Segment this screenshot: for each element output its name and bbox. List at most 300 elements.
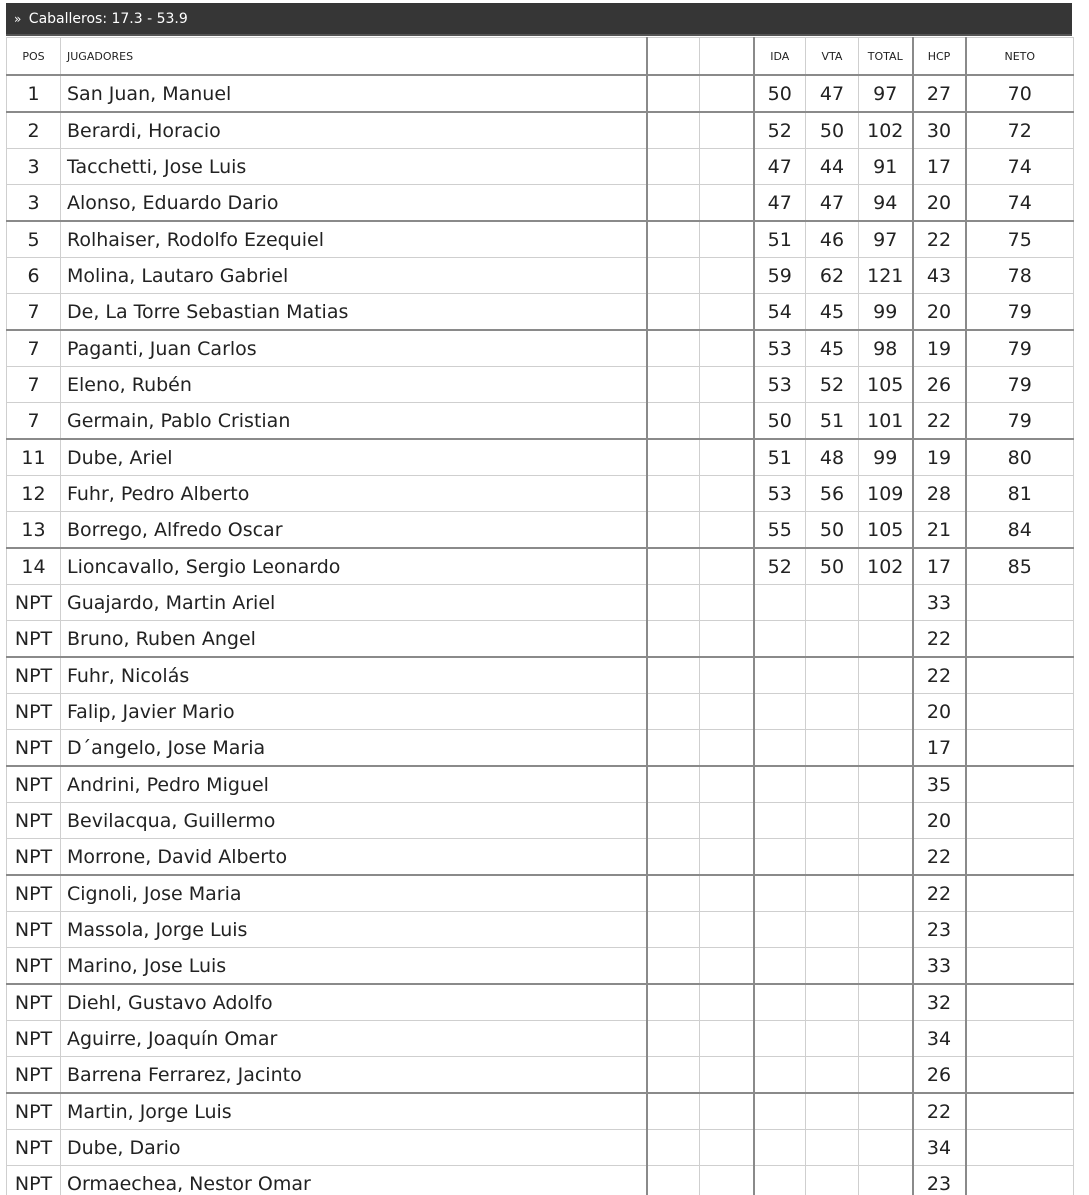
col-header-total: TOTAL (859, 38, 913, 76)
cell-total (859, 1093, 913, 1130)
cell-player-name: Molina, Lautaro Gabriel (61, 258, 647, 294)
cell-neto (966, 984, 1074, 1021)
results-body (7, 75, 1074, 1195)
col-header-pos: POS (7, 38, 61, 76)
cell-player-name: Andrini, Pedro Miguel (61, 766, 647, 803)
cell-hcp: 20 (913, 803, 966, 839)
cell-hcp: 34 (913, 1130, 966, 1166)
cell-player-name: Aguirre, Joaquín Omar (61, 1021, 647, 1057)
cell-total (859, 839, 913, 876)
cell-hcp: 27 (913, 75, 966, 112)
table-row (7, 112, 1074, 149)
cell-blank (647, 112, 700, 149)
cell-vta (806, 912, 859, 948)
cell-player-name: Martin, Jorge Luis (61, 1093, 647, 1130)
cell-total (859, 1166, 913, 1195)
cell-total: 102 (859, 112, 913, 149)
cell-neto: 79 (966, 403, 1074, 440)
cell-blank (700, 1093, 754, 1130)
cell-blank (647, 585, 700, 621)
table-row (7, 730, 1074, 767)
cell-blank (700, 75, 754, 112)
cell-hcp: 32 (913, 984, 966, 1021)
cell-vta: 44 (806, 149, 859, 185)
cell-vta: 46 (806, 221, 859, 258)
cell-player-name: Massola, Jorge Luis (61, 912, 647, 948)
cell-vta: 50 (806, 512, 859, 549)
cell-hcp: 26 (913, 367, 966, 403)
cell-vta (806, 621, 859, 658)
cell-hcp: 19 (913, 439, 966, 476)
cell-vta: 51 (806, 403, 859, 440)
cell-pos: 7 (7, 403, 61, 440)
table-row (7, 912, 1074, 948)
cell-blank (700, 1130, 754, 1166)
cell-vta (806, 839, 859, 876)
cell-pos: 2 (7, 112, 61, 149)
table-row (7, 585, 1074, 621)
cell-total: 98 (859, 330, 913, 367)
cell-vta: 47 (806, 75, 859, 112)
cell-total (859, 657, 913, 694)
cell-player-name: Barrena Ferrarez, Jacinto (61, 1057, 647, 1094)
cell-total (859, 984, 913, 1021)
cell-ida: 52 (754, 112, 806, 149)
cell-neto: 74 (966, 149, 1074, 185)
cell-hcp: 33 (913, 585, 966, 621)
cell-player-name: D´angelo, Jose Maria (61, 730, 647, 767)
table-row (7, 1057, 1074, 1094)
cell-ida: 54 (754, 294, 806, 331)
cell-vta (806, 948, 859, 985)
cell-vta (806, 1021, 859, 1057)
cell-pos: 14 (7, 548, 61, 585)
cell-ida (754, 984, 806, 1021)
cell-pos: 13 (7, 512, 61, 549)
col-header-blank-2 (700, 38, 754, 76)
cell-blank (700, 585, 754, 621)
cell-hcp: 22 (913, 221, 966, 258)
cell-player-name: Alonso, Eduardo Dario (61, 185, 647, 222)
cell-blank (647, 75, 700, 112)
cell-player-name: Dube, Dario (61, 1130, 647, 1166)
cell-hcp: 34 (913, 1021, 966, 1057)
cell-player-name: Germain, Pablo Cristian (61, 403, 647, 440)
cell-player-name: Borrego, Alfredo Oscar (61, 512, 647, 549)
cell-ida (754, 657, 806, 694)
cell-neto (966, 1057, 1074, 1094)
category-header[interactable] (6, 3, 1072, 36)
cell-hcp: 30 (913, 112, 966, 149)
cell-blank (647, 948, 700, 985)
cell-neto: 84 (966, 512, 1074, 549)
cell-blank (700, 1166, 754, 1195)
cell-neto (966, 803, 1074, 839)
cell-player-name: Guajardo, Martin Ariel (61, 585, 647, 621)
table-row (7, 149, 1074, 185)
table-row (7, 1166, 1074, 1195)
cell-pos: NPT (7, 948, 61, 985)
cell-pos: 5 (7, 221, 61, 258)
cell-ida (754, 585, 806, 621)
table-row (7, 984, 1074, 1021)
cell-player-name: Berardi, Horacio (61, 112, 647, 149)
cell-ida (754, 1093, 806, 1130)
chevron-right-icon: » (14, 12, 22, 26)
cell-pos: NPT (7, 621, 61, 658)
cell-neto: 72 (966, 112, 1074, 149)
cell-blank (647, 766, 700, 803)
table-row (7, 548, 1074, 585)
cell-vta (806, 657, 859, 694)
cell-pos: 12 (7, 476, 61, 512)
cell-pos: 11 (7, 439, 61, 476)
cell-blank (647, 1093, 700, 1130)
cell-total: 109 (859, 476, 913, 512)
cell-neto: 85 (966, 548, 1074, 585)
cell-blank (647, 476, 700, 512)
cell-neto: 79 (966, 367, 1074, 403)
cell-hcp: 20 (913, 294, 966, 331)
cell-total: 105 (859, 512, 913, 549)
cell-vta: 50 (806, 112, 859, 149)
cell-ida (754, 875, 806, 912)
category-title: Caballeros: 17.3 - 53.9 (28, 11, 188, 27)
cell-ida (754, 730, 806, 767)
cell-blank (700, 984, 754, 1021)
cell-total: 102 (859, 548, 913, 585)
cell-blank (700, 839, 754, 876)
cell-total (859, 1130, 913, 1166)
cell-player-name: Diehl, Gustavo Adolfo (61, 984, 647, 1021)
cell-blank (700, 403, 754, 440)
cell-blank (700, 1057, 754, 1094)
cell-blank (647, 367, 700, 403)
results-table (6, 37, 1074, 1195)
cell-total (859, 621, 913, 658)
cell-neto (966, 1166, 1074, 1195)
cell-total: 99 (859, 294, 913, 331)
cell-ida: 47 (754, 185, 806, 222)
cell-vta (806, 984, 859, 1021)
cell-pos: 7 (7, 330, 61, 367)
cell-total: 101 (859, 403, 913, 440)
cell-total (859, 875, 913, 912)
cell-hcp: 21 (913, 512, 966, 549)
cell-neto (966, 585, 1074, 621)
cell-pos: NPT (7, 1093, 61, 1130)
cell-player-name: Ormaechea, Nestor Omar (61, 1166, 647, 1195)
cell-blank (700, 221, 754, 258)
cell-player-name: San Juan, Manuel (61, 75, 647, 112)
cell-blank (647, 839, 700, 876)
cell-neto (966, 766, 1074, 803)
table-row (7, 621, 1074, 658)
cell-pos: 6 (7, 258, 61, 294)
cell-hcp: 17 (913, 730, 966, 767)
cell-total (859, 1021, 913, 1057)
cell-vta (806, 1093, 859, 1130)
table-row (7, 1130, 1074, 1166)
cell-blank (647, 875, 700, 912)
cell-ida: 50 (754, 75, 806, 112)
cell-pos: NPT (7, 657, 61, 694)
cell-blank (647, 694, 700, 730)
cell-hcp: 22 (913, 657, 966, 694)
cell-neto (966, 948, 1074, 985)
col-header-vta: VTA (806, 38, 859, 76)
cell-blank (700, 294, 754, 331)
col-header-hcp: HCP (913, 38, 966, 76)
cell-blank (700, 948, 754, 985)
cell-neto (966, 694, 1074, 730)
cell-hcp: 22 (913, 875, 966, 912)
cell-neto (966, 1130, 1074, 1166)
cell-blank (700, 803, 754, 839)
cell-blank (647, 185, 700, 222)
cell-vta: 45 (806, 294, 859, 331)
cell-blank (700, 766, 754, 803)
cell-vta: 48 (806, 439, 859, 476)
cell-blank (647, 912, 700, 948)
cell-pos: NPT (7, 694, 61, 730)
cell-pos: 7 (7, 294, 61, 331)
table-row (7, 476, 1074, 512)
cell-neto: 79 (966, 294, 1074, 331)
cell-neto: 80 (966, 439, 1074, 476)
cell-neto: 75 (966, 221, 1074, 258)
cell-neto: 78 (966, 258, 1074, 294)
cell-pos: NPT (7, 1057, 61, 1094)
cell-blank (647, 221, 700, 258)
cell-total: 94 (859, 185, 913, 222)
cell-vta (806, 730, 859, 767)
cell-vta: 62 (806, 258, 859, 294)
cell-hcp: 20 (913, 185, 966, 222)
cell-hcp: 22 (913, 621, 966, 658)
table-row (7, 1093, 1074, 1130)
cell-total (859, 912, 913, 948)
cell-blank (647, 730, 700, 767)
cell-ida (754, 1021, 806, 1057)
cell-neto (966, 730, 1074, 767)
cell-hcp: 22 (913, 839, 966, 876)
cell-blank (647, 294, 700, 331)
cell-player-name: Eleno, Rubén (61, 367, 647, 403)
cell-vta (806, 875, 859, 912)
table-row (7, 185, 1074, 222)
cell-ida (754, 803, 806, 839)
cell-ida (754, 839, 806, 876)
cell-ida (754, 1057, 806, 1094)
cell-neto: 74 (966, 185, 1074, 222)
cell-player-name: Falip, Javier Mario (61, 694, 647, 730)
cell-hcp: 17 (913, 548, 966, 585)
cell-vta (806, 766, 859, 803)
table-row (7, 875, 1074, 912)
cell-pos: NPT (7, 585, 61, 621)
cell-blank (647, 548, 700, 585)
cell-ida: 50 (754, 403, 806, 440)
cell-player-name: Cignoli, Jose Maria (61, 875, 647, 912)
cell-total: 97 (859, 75, 913, 112)
cell-blank (700, 439, 754, 476)
cell-ida: 53 (754, 330, 806, 367)
cell-blank (647, 330, 700, 367)
cell-ida: 53 (754, 476, 806, 512)
cell-hcp: 22 (913, 403, 966, 440)
cell-pos: 7 (7, 367, 61, 403)
cell-total (859, 803, 913, 839)
cell-blank (700, 694, 754, 730)
cell-blank (647, 984, 700, 1021)
cell-neto (966, 621, 1074, 658)
cell-player-name: Marino, Jose Luis (61, 948, 647, 985)
cell-pos: NPT (7, 1130, 61, 1166)
cell-neto (966, 839, 1074, 876)
cell-vta: 47 (806, 185, 859, 222)
cell-vta (806, 1130, 859, 1166)
cell-player-name: Bevilacqua, Guillermo (61, 803, 647, 839)
cell-vta: 50 (806, 548, 859, 585)
table-row (7, 1021, 1074, 1057)
cell-blank (647, 149, 700, 185)
table-row (7, 403, 1074, 440)
cell-blank (647, 258, 700, 294)
cell-total: 105 (859, 367, 913, 403)
cell-hcp: 19 (913, 330, 966, 367)
cell-total (859, 694, 913, 730)
cell-ida (754, 948, 806, 985)
cell-ida (754, 1130, 806, 1166)
cell-blank (647, 621, 700, 658)
cell-player-name: Fuhr, Nicolás (61, 657, 647, 694)
cell-blank (647, 657, 700, 694)
cell-ida: 51 (754, 439, 806, 476)
cell-hcp: 28 (913, 476, 966, 512)
cell-blank (700, 512, 754, 549)
cell-vta: 52 (806, 367, 859, 403)
cell-blank (700, 185, 754, 222)
cell-player-name: Morrone, David Alberto (61, 839, 647, 876)
table-row (7, 294, 1074, 331)
table-row (7, 803, 1074, 839)
cell-pos: 3 (7, 185, 61, 222)
cell-player-name: Rolhaiser, Rodolfo Ezequiel (61, 221, 647, 258)
cell-total: 91 (859, 149, 913, 185)
table-header-row (7, 38, 1074, 76)
cell-neto (966, 657, 1074, 694)
cell-ida: 51 (754, 221, 806, 258)
cell-hcp: 33 (913, 948, 966, 985)
cell-blank (700, 912, 754, 948)
cell-player-name: Lioncavallo, Sergio Leonardo (61, 548, 647, 585)
cell-blank (700, 657, 754, 694)
cell-hcp: 22 (913, 1093, 966, 1130)
cell-ida: 53 (754, 367, 806, 403)
cell-total (859, 766, 913, 803)
table-row (7, 330, 1074, 367)
cell-ida (754, 912, 806, 948)
cell-blank (700, 1021, 754, 1057)
table-row (7, 694, 1074, 730)
cell-blank (647, 439, 700, 476)
cell-total (859, 730, 913, 767)
cell-total (859, 948, 913, 985)
cell-blank (647, 512, 700, 549)
cell-blank (647, 803, 700, 839)
cell-pos: NPT (7, 875, 61, 912)
cell-player-name: Paganti, Juan Carlos (61, 330, 647, 367)
cell-neto (966, 1021, 1074, 1057)
cell-pos: NPT (7, 912, 61, 948)
cell-player-name: Tacchetti, Jose Luis (61, 149, 647, 185)
cell-ida (754, 694, 806, 730)
cell-neto: 81 (966, 476, 1074, 512)
cell-blank (647, 1057, 700, 1094)
cell-pos: 3 (7, 149, 61, 185)
cell-blank (700, 112, 754, 149)
cell-pos: 1 (7, 75, 61, 112)
cell-blank (647, 1166, 700, 1195)
cell-ida: 59 (754, 258, 806, 294)
cell-blank (700, 367, 754, 403)
cell-blank (700, 621, 754, 658)
cell-neto (966, 875, 1074, 912)
cell-pos: NPT (7, 984, 61, 1021)
cell-vta (806, 803, 859, 839)
cell-pos: NPT (7, 1166, 61, 1195)
cell-ida: 55 (754, 512, 806, 549)
table-row (7, 948, 1074, 985)
cell-total (859, 585, 913, 621)
cell-hcp: 23 (913, 912, 966, 948)
cell-vta (806, 694, 859, 730)
cell-hcp: 35 (913, 766, 966, 803)
cell-total: 97 (859, 221, 913, 258)
table-row (7, 512, 1074, 549)
cell-pos: NPT (7, 839, 61, 876)
cell-player-name: De, La Torre Sebastian Matias (61, 294, 647, 331)
cell-hcp: 26 (913, 1057, 966, 1094)
cell-ida (754, 1166, 806, 1195)
cell-player-name: Dube, Ariel (61, 439, 647, 476)
cell-neto: 70 (966, 75, 1074, 112)
col-header-jugadores: JUGADORES (61, 38, 647, 76)
cell-blank (647, 1021, 700, 1057)
cell-blank (647, 1130, 700, 1166)
cell-pos: NPT (7, 803, 61, 839)
cell-blank (700, 875, 754, 912)
cell-ida: 47 (754, 149, 806, 185)
cell-ida (754, 766, 806, 803)
cell-ida: 52 (754, 548, 806, 585)
cell-hcp: 23 (913, 1166, 966, 1195)
cell-total: 121 (859, 258, 913, 294)
cell-hcp: 20 (913, 694, 966, 730)
cell-hcp: 17 (913, 149, 966, 185)
table-row (7, 439, 1074, 476)
col-header-ida: IDA (754, 38, 806, 76)
cell-blank (700, 548, 754, 585)
cell-blank (700, 476, 754, 512)
cell-neto (966, 912, 1074, 948)
cell-vta (806, 585, 859, 621)
cell-vta (806, 1166, 859, 1195)
cell-pos: NPT (7, 730, 61, 767)
table-row (7, 839, 1074, 876)
table-row (7, 221, 1074, 258)
